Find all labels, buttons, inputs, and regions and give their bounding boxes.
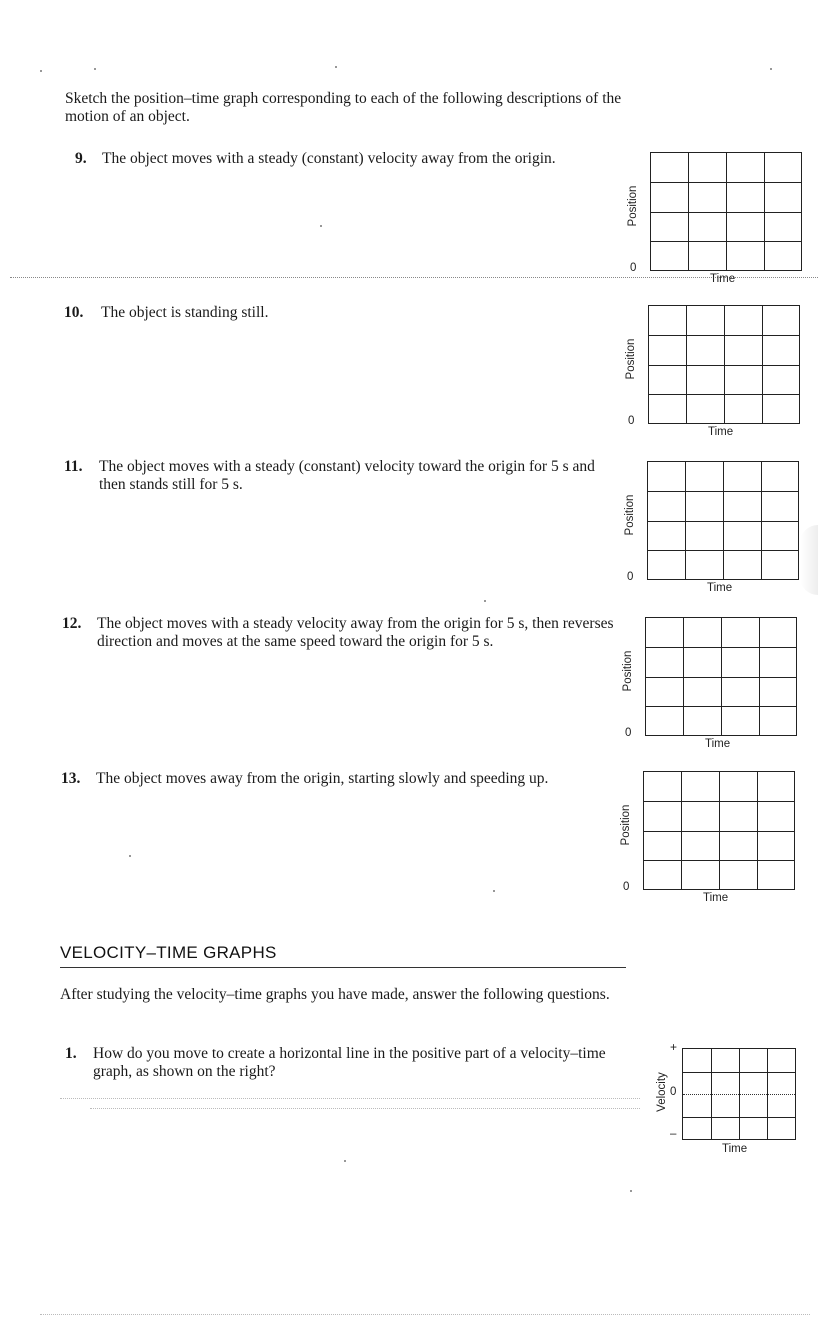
zero-label: 0 [670,1086,677,1098]
question-text: The object moves with a steady (constant) velocity away from the origin. [102,150,556,167]
question-number: 9. [75,150,87,167]
time-axis-label: Time [707,582,733,594]
section-rule [60,967,626,968]
answer-line[interactable] [60,1098,640,1099]
time-axis-label: Time [705,738,731,750]
question-number: 1. [65,1045,77,1062]
time-axis-label: Time [722,1143,748,1155]
velocity-axis-label: Velocity [656,1072,668,1112]
position-time-graph-13[interactable] [615,771,805,911]
question-number: 11. [64,458,83,475]
position-grid[interactable] [647,461,799,580]
question-12 [62,615,622,655]
intro-text: Sketch the position–time graph corresponding to each of the following descriptions of the motion of an object. [65,90,622,125]
question-text: The object moves away from the origin, starting slowly and speeding up. [96,770,549,787]
position-time-graph-9[interactable] [622,152,812,292]
question-number: 12. [62,615,82,632]
position-axis-label: Position [624,494,636,536]
question-text: The object moves with a steady (constant) velocity toward the origin for 5 s and then stands still for 5 s. [99,458,595,493]
time-axis-label: Time [708,426,734,438]
question-text: The object is standing still. [101,304,269,321]
question-number: 10. [64,304,84,321]
plus-label: + [670,1040,678,1054]
position-time-graph-11[interactable] [619,461,809,601]
velocity-time-graph [650,1040,810,1160]
time-axis-label: Time [703,892,729,904]
question-9 [75,150,635,190]
position-grid[interactable] [648,305,800,424]
origin-label: 0 [625,727,632,739]
vt-question-1 [65,1045,625,1085]
origin-label: 0 [623,881,630,893]
page-bottom-line [40,1314,810,1315]
question-text: The object moves with a steady velocity away from the origin for 5 s, then reverses direction and moves at the same speed toward the origin for 5 s. [97,615,614,650]
question-number: 13. [61,770,81,787]
position-axis-label: Position [625,338,637,380]
position-grid[interactable] [643,771,795,890]
answer-line[interactable] [90,1108,640,1109]
question-13 [61,770,621,790]
question-text: How do you move to create a horizontal line in the positive part of a velocity–time graph, as shown on the right? [93,1045,606,1080]
minus-label: – [670,1128,677,1140]
velocity-grid[interactable] [682,1048,796,1140]
time-axis-label: Time [710,273,736,285]
origin-label: 0 [630,262,637,274]
position-time-graph-10[interactable] [620,305,810,445]
position-time-graph-12[interactable] [617,617,807,757]
question-11 [64,458,624,498]
position-axis-label: Position [620,804,632,846]
section-intro: After studying the velocity–time graphs you have made, answer the following questions. [60,986,610,1003]
question-10 [64,304,624,324]
section-title: VELOCITY–TIME GRAPHS [60,943,277,962]
origin-label: 0 [627,571,634,583]
position-grid[interactable] [645,617,797,736]
position-axis-label: Position [622,650,634,692]
position-axis-label: Position [627,185,639,227]
origin-label: 0 [628,415,635,427]
position-grid[interactable] [650,152,802,271]
